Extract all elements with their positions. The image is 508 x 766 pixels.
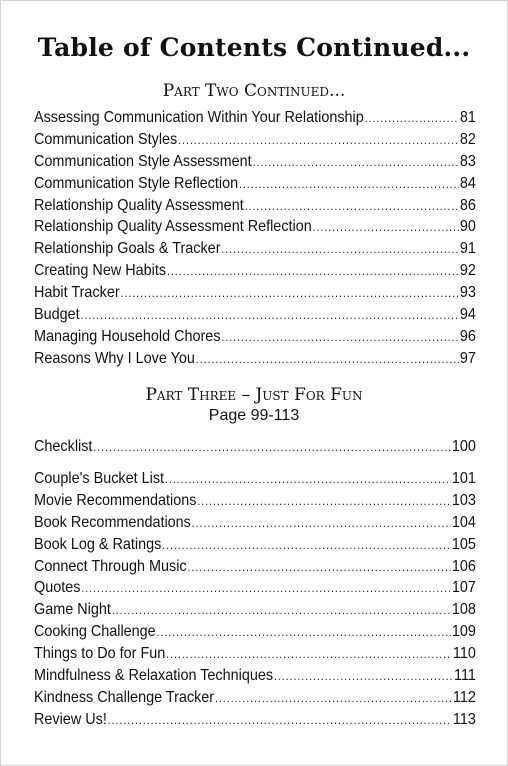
toc-entry-label: Book Log & Ratings — [34, 535, 162, 553]
toc-entry-page: 109 — [451, 623, 476, 641]
dot-leader — [365, 108, 459, 130]
toc-entry[interactable] — [34, 599, 476, 621]
toc-entry-label: Cooking Challenge — [34, 623, 156, 641]
toc-entry[interactable] — [34, 643, 476, 665]
dot-leader — [165, 469, 451, 491]
toc-entry-label: Communication Styles — [34, 130, 178, 148]
toc-entry-page: 84 — [459, 174, 476, 192]
toc-entry-label: Managing Household Chores — [34, 327, 221, 345]
toc-entry[interactable] — [34, 107, 476, 129]
toc-entry[interactable] — [34, 326, 476, 348]
toc-entry[interactable] — [34, 129, 476, 151]
page-title: Table of Contents Continued... — [37, 33, 471, 62]
toc-entry-page: 101 — [451, 470, 476, 487]
toc-entry-label: Budget — [34, 306, 80, 324]
toc-entry[interactable] — [34, 260, 476, 282]
dot-leader — [81, 578, 451, 600]
dot-leader — [112, 600, 451, 622]
dot-leader — [239, 174, 459, 196]
dot-leader — [197, 491, 451, 513]
toc-entry[interactable] — [34, 556, 476, 578]
toc-entry-label: Things to Do for Fun — [34, 645, 166, 663]
toc-entry-page: 86 — [459, 196, 476, 214]
toc-entry-label: Book Recommendations — [34, 513, 191, 531]
toc-entry[interactable] — [34, 577, 476, 599]
dot-leader — [221, 239, 459, 261]
toc-entry-page: 113 — [452, 710, 476, 728]
toc-entry[interactable] — [34, 490, 476, 512]
dot-leader — [121, 283, 459, 305]
toc-entry[interactable] — [34, 436, 476, 458]
toc-entry-label: Assessing Communication Within Your Relationship — [34, 109, 364, 126]
toc-entry-page: 106 — [451, 557, 476, 575]
toc-entry-page: 96 — [459, 327, 476, 345]
dot-leader — [157, 622, 451, 644]
part-three-heading: Part Three – Just For Fun — [145, 385, 363, 405]
dot-leader — [93, 437, 451, 459]
toc-entry-page: 110 — [452, 645, 476, 663]
toc-entry[interactable] — [34, 621, 476, 643]
dot-leader — [192, 513, 451, 535]
toc-entry-page: 93 — [459, 284, 476, 302]
dot-leader — [81, 305, 459, 327]
toc-entry-page: 105 — [451, 535, 476, 553]
toc-entry-label: Relationship Quality Assessment Reflection — [34, 218, 312, 236]
toc-entry-label: Game Night — [34, 601, 111, 619]
toc-entry[interactable] — [34, 709, 476, 731]
toc-entry-label: Couple's Bucket List — [34, 470, 165, 487]
toc-entry-page: 104 — [451, 513, 476, 531]
toc-entry[interactable] — [34, 238, 476, 260]
toc-entry-page: 83 — [459, 152, 476, 170]
toc-entry-label: Communication Style Reflection — [34, 174, 239, 192]
toc-entry-page: 92 — [459, 262, 476, 280]
toc-entry-label: Connect Through Music — [34, 557, 187, 575]
toc-entry[interactable] — [34, 687, 476, 709]
dot-leader — [196, 349, 459, 371]
toc-entry-page: 81 — [459, 109, 476, 126]
toc-entry-page: 112 — [452, 688, 476, 706]
dot-leader — [178, 130, 459, 152]
toc-entry[interactable] — [34, 534, 476, 556]
dot-leader — [108, 710, 452, 732]
dot-leader — [253, 152, 459, 174]
dot-leader — [188, 557, 451, 579]
toc-entry[interactable] — [34, 348, 476, 370]
part-two-toc — [34, 107, 476, 370]
toc-entry-label: Kindness Challenge Tracker — [34, 688, 215, 706]
toc-entry-label: Creating New Habits — [34, 262, 167, 280]
dot-leader — [274, 666, 453, 688]
dot-leader — [162, 535, 451, 557]
part-three-page-range: Page 99-113 — [208, 407, 300, 424]
toc-entry-page: 94 — [459, 306, 476, 324]
toc-entry-page: 100 — [451, 438, 476, 455]
toc-entry[interactable] — [34, 195, 476, 217]
dot-leader — [167, 261, 459, 283]
toc-entry[interactable] — [34, 304, 476, 326]
dot-leader — [221, 327, 459, 349]
dot-leader — [215, 688, 452, 710]
toc-entry-label: Relationship Quality Assessment — [34, 196, 244, 214]
toc-entry-label: Habit Tracker — [34, 284, 120, 302]
toc-entry[interactable] — [34, 468, 476, 490]
toc-entry-page: 82 — [459, 130, 476, 148]
toc-entry[interactable] — [34, 282, 476, 304]
dot-leader — [166, 644, 452, 666]
part-three-toc — [34, 468, 476, 731]
toc-entry-label: Checklist — [34, 438, 93, 455]
toc-entry-label: Review Us! — [34, 710, 107, 728]
toc-entry-label: Communication Style Assessment — [34, 152, 252, 170]
part-two-heading: Part Two Continued... — [162, 81, 346, 101]
toc-entry-label: Movie Recommendations — [34, 491, 197, 509]
toc-entry[interactable] — [34, 173, 476, 195]
toc-entry-label: Mindfulness & Relaxation Techniques — [34, 667, 274, 685]
toc-entry-page: 97 — [459, 349, 476, 367]
toc-entry-label: Reasons Why I Love You — [34, 349, 195, 367]
toc-entry-page: 103 — [451, 491, 476, 509]
toc-entry-label: Relationship Goals & Tracker — [34, 240, 221, 258]
toc-entry-page: 91 — [459, 240, 476, 258]
toc-entry[interactable] — [34, 512, 476, 534]
toc-entry-page: 107 — [451, 579, 476, 597]
part-three-first-entry — [34, 436, 476, 458]
toc-entry-page: 90 — [459, 218, 476, 236]
dot-leader — [245, 196, 459, 218]
toc-entry-page: 108 — [451, 601, 476, 619]
toc-entry[interactable] — [34, 665, 476, 687]
toc-entry-label: Quotes — [34, 579, 81, 597]
toc-entry-page: 111 — [454, 667, 476, 685]
toc-entry[interactable] — [34, 216, 476, 238]
dot-leader — [313, 217, 459, 239]
toc-entry[interactable] — [34, 151, 476, 173]
